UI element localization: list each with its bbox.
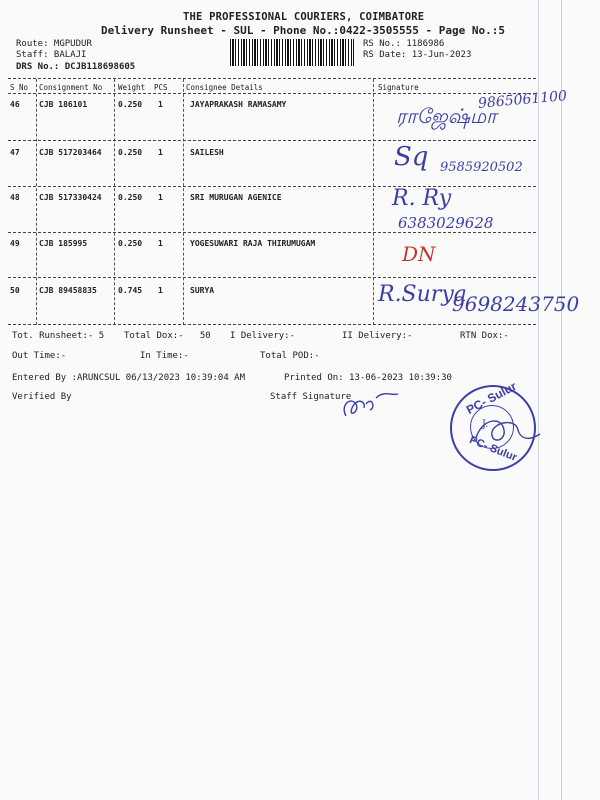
row-pcs: 1 xyxy=(158,239,163,248)
row-rule xyxy=(8,186,536,187)
drs-number: DRS No.: DCJB118698605 xyxy=(16,62,136,72)
row-signature: R. Ry xyxy=(392,186,452,211)
row-consignment: CJB 517330424 xyxy=(39,193,102,202)
stamp-top-text: PC- Sulur xyxy=(463,378,519,418)
row-consignee: SAILESH xyxy=(190,148,224,157)
col-divider xyxy=(183,79,184,325)
i-delivery: I Delivery:- xyxy=(230,331,296,341)
row-consignee: SURYA xyxy=(190,286,215,295)
col-divider xyxy=(373,79,374,325)
row-weight: 0.250 xyxy=(118,100,143,109)
in-time: In Time:- xyxy=(140,351,189,361)
entered-by: Entered By :ARUNCSUL 06/13/2023 10:39:04 AM xyxy=(12,373,245,383)
row-sno: 46 xyxy=(10,100,20,109)
page-edge xyxy=(538,0,562,800)
row-phone: 9865061100 xyxy=(477,88,568,112)
row-weight: 0.745 xyxy=(118,286,143,295)
row-signature: R.Surya xyxy=(378,282,467,307)
stamp-bottom-text: PC- Sulur xyxy=(467,434,519,464)
row-weight: 0.250 xyxy=(118,193,143,202)
row-pcs: 1 xyxy=(158,193,163,202)
row-sno: 50 xyxy=(10,286,20,295)
row-consignee: SRI MURUGAN AGENICE xyxy=(190,193,282,202)
runsheet-subtitle: Delivery Runsheet - SUL - Phone No.:0422-3505555 - Page No.:5 xyxy=(101,24,505,37)
total-dox: Total Dox:- 50 xyxy=(124,331,211,341)
row-rule xyxy=(8,232,536,233)
stamp-signature-mark xyxy=(468,408,548,458)
barcode xyxy=(230,39,354,66)
col-consignment: Consignment No xyxy=(39,83,103,92)
row-weight: 0.250 xyxy=(118,148,143,157)
row-signature: DN xyxy=(402,242,436,266)
row-pcs: 1 xyxy=(158,100,163,109)
col-weight: Weight xyxy=(118,83,146,92)
row-consignee: JAYAPRAKASH RAMASAMY xyxy=(190,100,287,109)
row-phone: 9698243750 xyxy=(452,292,580,316)
col-pcs: PCS xyxy=(154,83,168,92)
staff-label: Staff: BALAJI xyxy=(16,50,87,60)
row-sno: 47 xyxy=(10,148,20,157)
printed-on: Printed On: 13-06-2023 10:39:30 xyxy=(284,373,452,383)
rs-date: RS Date: 13-Jun-2023 xyxy=(363,50,472,60)
col-sno: S No xyxy=(10,83,29,92)
row-signature: ராஜேஷ்மா xyxy=(396,104,497,128)
row-consignment: CJB 186101 xyxy=(39,100,88,109)
row-signature: Sq xyxy=(394,142,429,172)
stamp-initials: J. xyxy=(482,419,489,430)
row-pcs: 1 xyxy=(158,148,163,157)
col-consignee: Consignee Details xyxy=(186,83,263,92)
tot-runsheet: Tot. Runsheet:- 5 xyxy=(12,331,105,341)
route-label: Route: MGPUDUR xyxy=(16,39,92,49)
ii-delivery: II Delivery:- xyxy=(342,331,413,341)
out-time: Out Time:- xyxy=(12,351,67,361)
row-consignment: CJB 517203464 xyxy=(39,148,102,157)
rs-number: RS No.: 1186986 xyxy=(363,39,445,49)
row-rule xyxy=(8,140,536,141)
table-bottom-rule xyxy=(8,324,536,325)
row-consignment: CJB 185995 xyxy=(39,239,88,248)
row-phone: 6383029628 xyxy=(398,214,494,232)
row-sno: 49 xyxy=(10,239,20,248)
col-divider xyxy=(36,79,37,325)
row-rule xyxy=(8,277,536,278)
row-consignment: CJB 89458835 xyxy=(39,286,97,295)
total-pod: Total POD:- xyxy=(260,351,320,361)
table-header-rule xyxy=(8,93,536,94)
staff-signature-label: Staff Signature xyxy=(270,392,352,402)
verified-by: Verified By xyxy=(12,392,72,402)
row-phone: 9585920502 xyxy=(440,160,523,175)
rtn-dox: RTN Dox:- xyxy=(460,331,509,341)
company-title: THE PROFESSIONAL COURIERS, COIMBATORE xyxy=(183,11,425,23)
col-signature: Signature xyxy=(378,83,419,92)
row-weight: 0.250 xyxy=(118,239,143,248)
row-sno: 48 xyxy=(10,193,20,202)
col-divider xyxy=(114,79,115,325)
row-pcs: 1 xyxy=(158,286,163,295)
row-consignee: YOGESUWARI RAJA THIRUMUGAM xyxy=(190,239,316,248)
table-top-rule xyxy=(8,78,536,79)
staff-signature-mark xyxy=(336,386,406,426)
